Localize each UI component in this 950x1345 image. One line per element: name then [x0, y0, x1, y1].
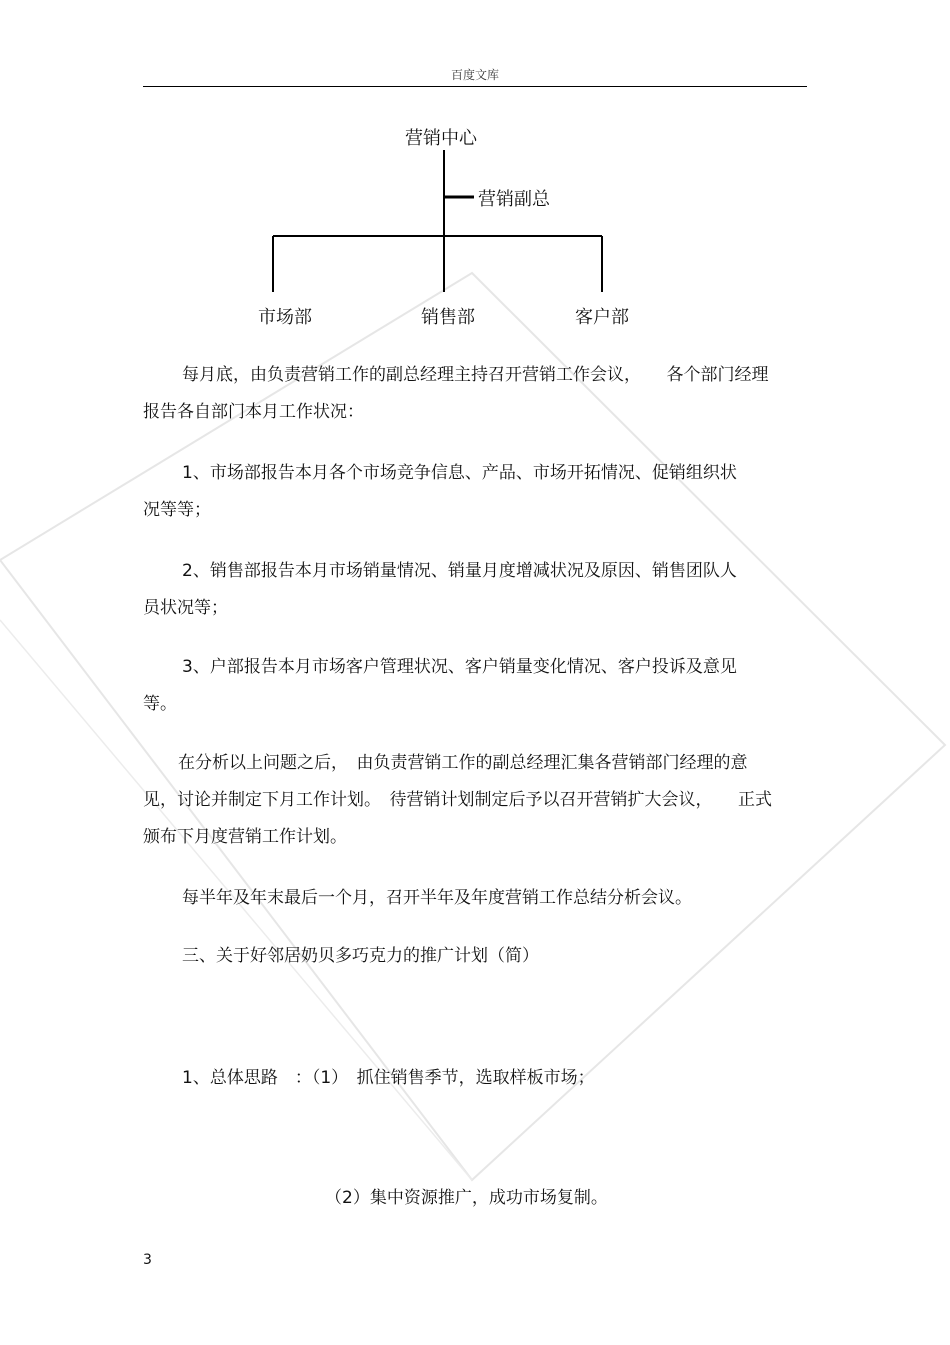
paragraph-line: 见，讨论并制定下月工作计划。 待营销计划制定后予以召开营销扩大会议， 正式 — [143, 790, 772, 810]
org-child-node: 市场部 — [258, 307, 312, 328]
list-item-line: 况等等； — [143, 500, 211, 520]
paragraph-line: 每半年及年末最后一个月，召开半年及年度营销工作总结分析会议。 — [182, 888, 692, 908]
list-item-line: 等。 — [143, 694, 177, 714]
paragraph-line: 每月底，由负责营销工作的副总经理主持召开营销工作会议， 各个部门经理 — [182, 365, 769, 385]
page-number: 3 — [143, 1252, 152, 1268]
list-item-line: 1、市场部报告本月各个市场竞争信息、产品、市场开拓情况、促销组织状 — [182, 463, 737, 483]
org-child-node: 客户部 — [575, 307, 629, 328]
org-chart-lines — [0, 0, 950, 340]
paragraph-line: 颁布下月度营销工作计划。 — [143, 827, 347, 847]
org-root-node: 营销中心 — [405, 128, 477, 149]
paragraph-line: 在分析以上问题之后， 由负责营销工作的副总经理汇集各营销部门经理的意 — [178, 753, 748, 773]
list-item-line: 3、户部报告本月市场客户管理状况、客户销量变化情况、客户投诉及意见 — [182, 657, 737, 677]
section-heading: 三、关于好邻居奶贝多巧克力的推广计划（简） — [182, 946, 539, 966]
paragraph-line: 报告各自部门本月工作状况： — [143, 402, 364, 422]
paragraph-line: （2）集中资源推广，成功市场复制。 — [325, 1188, 608, 1208]
org-chart — [0, 0, 950, 340]
header-title: 百度文库 — [450, 68, 499, 82]
list-item-line: 员状况等； — [143, 598, 228, 618]
list-item-line: 2、销售部报告本月市场销量情况、销量月度增减状况及原因、销售团队人 — [182, 561, 737, 581]
org-assistant-node: 营销副总 — [478, 189, 550, 210]
org-child-node: 销售部 — [421, 307, 475, 328]
paragraph-line: 1、总体思路 ：（1） 抓住销售季节，选取样板市场； — [182, 1068, 595, 1088]
